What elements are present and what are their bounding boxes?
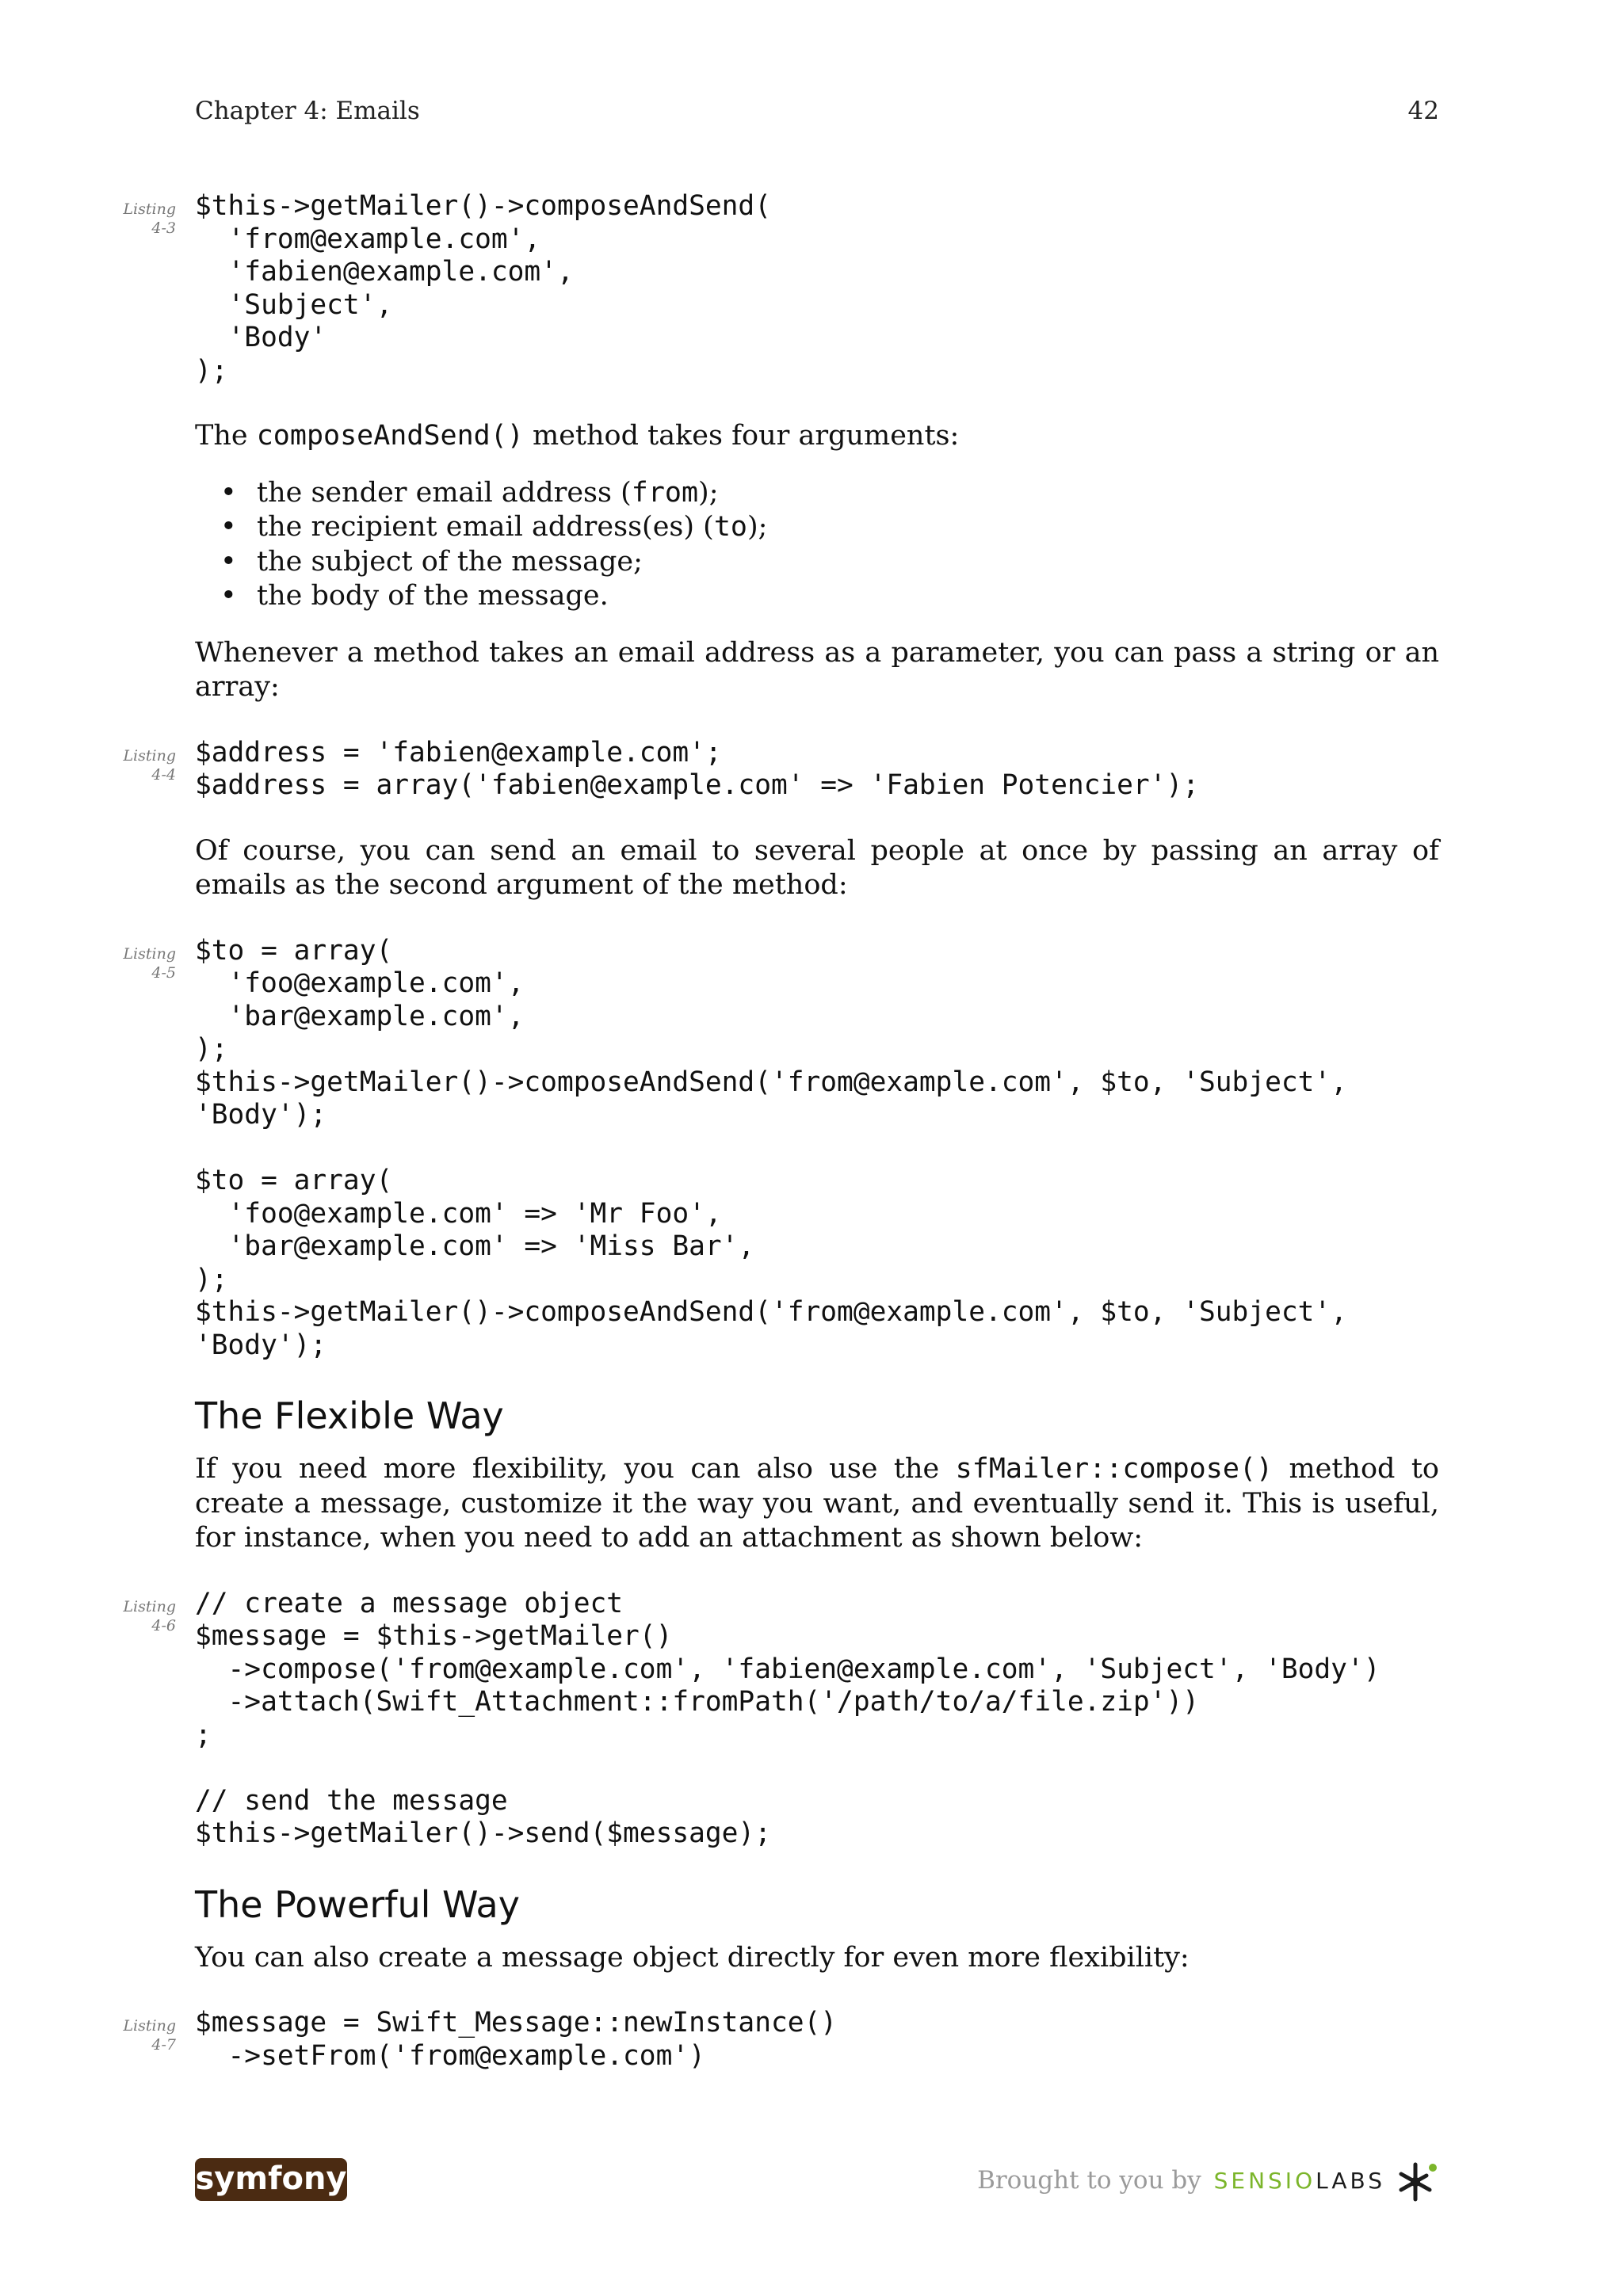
listing-4-5 — [123, 934, 1439, 1363]
code-block: $this->getMailer()->composeAndSend( 'from@example.com', 'fabien@example.com', 'Subject', 'Body' ); — [195, 190, 771, 387]
listing-label: Listing 4-5 — [123, 944, 176, 982]
listing-4-6 — [123, 1587, 1439, 1851]
code-block: // create a message object $message = $this->getMailer() ->compose('from@example.com', 'fabien@example.com', 'Subject', 'Body') ->attach(Swift_Attachment::fromPath('/path/to/a/file.zip')) ; // send the message $this->getMailer()->send($message); — [195, 1587, 1381, 1849]
listing-label: Listing 4-4 — [123, 746, 176, 784]
argument-list — [195, 476, 1439, 614]
chapter-title: Chapter 4: Emails — [195, 97, 420, 125]
paragraph: The composeAndSend() method takes four arguments: — [195, 420, 960, 452]
page-number: 42 — [1407, 97, 1439, 125]
listing-label: Listing 4-3 — [123, 200, 176, 237]
listing-label: Listing 4-7 — [123, 2017, 176, 2054]
brought-text: Brought to you by — [977, 2166, 1201, 2195]
page-footer — [195, 2158, 1439, 2206]
paragraph: You can also create a message object directly for even more flexibility: — [195, 1941, 1190, 1974]
list-item: • the recipient email address(es) (to); — [195, 510, 1439, 545]
sensiolabs-wordmark: SENSIOLABS — [1213, 2168, 1385, 2194]
list-item: • the body of the message. — [195, 579, 1439, 614]
listing-label: Listing 4-6 — [123, 1597, 176, 1634]
paragraph: Whenever a method takes an email address as a parameter, you can pass a string or an array: — [195, 636, 1439, 703]
listing-4-4 — [123, 736, 1439, 803]
brought-to-you-by — [977, 2166, 1385, 2195]
running-header — [195, 97, 1439, 132]
list-item: • the subject of the message; — [195, 545, 1439, 580]
inline-code: sfMailer::compose() — [955, 1453, 1274, 1485]
list-item: • the sender email address (from); — [195, 476, 1439, 511]
listing-4-3 — [123, 190, 1439, 387]
listing-4-7 — [123, 2007, 1439, 2073]
section-heading: The Powerful Way — [195, 1882, 520, 1926]
symfony-logo: symfony — [195, 2158, 347, 2201]
sensiolabs-star-icon — [1395, 2160, 1439, 2204]
code-block: $message = Swift_Message::newInstance() ->setFrom('from@example.com') — [195, 2007, 838, 2072]
code-block: $to = array( 'foo@example.com', 'bar@example.com', ); $this->getMailer()->composeAndSend('from@example.com', $to, 'Subject', 'Body'); $to = array( 'foo@example.com' => 'Mr Foo', 'bar@example.com' => 'Miss Bar', ); $this->getMailer()->composeAndSend('from@example.com', $to, 'Subject', 'Body'); — [195, 934, 1347, 1361]
page-content — [123, 190, 1439, 2073]
inline-code: composeAndSend() — [256, 420, 524, 452]
section-heading: The Flexible Way — [195, 1394, 504, 1437]
code-block: $address = 'fabien@example.com'; $address = array('fabien@example.com' => 'Fabien Potencier'); — [195, 736, 1200, 801]
paragraph: If you need more flexibility, you can also use the sfMailer::compose() method to create a message, customize it the way you want, and eventually send it. This is useful, for instance, when you need to add an attachment as shown below: — [195, 1453, 1439, 1554]
paragraph: Of course, you can send an email to several people at once by passing an array of emails as the second argument of the method: — [195, 834, 1439, 901]
